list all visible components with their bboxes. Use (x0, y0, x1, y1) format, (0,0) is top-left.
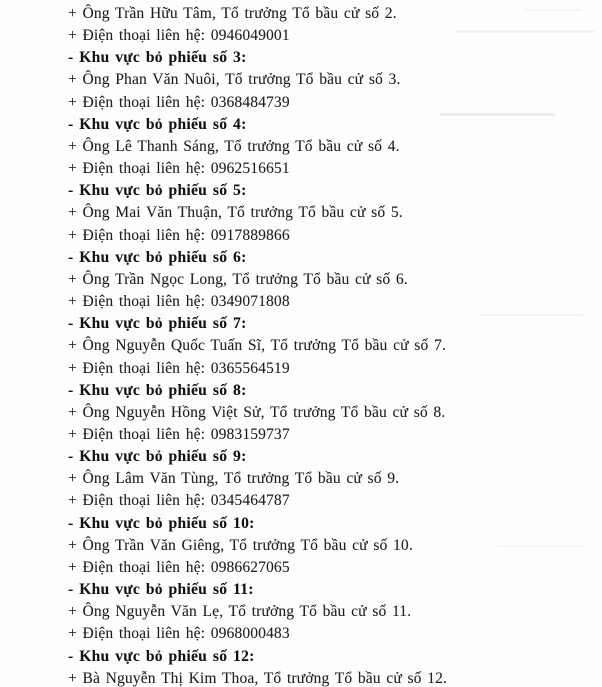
team-leader-line: + Ông Lê Thanh Sáng, Tổ trưởng Tổ bầu cử số 4. (68, 137, 400, 155)
polling-area-header: - Khu vực bỏ phiếu số 12: (68, 647, 255, 665)
polling-area-header: - Khu vực bỏ phiếu số 10: (68, 514, 255, 532)
phone-contact-line: + Điện thoại liên hệ: 0946049001 (68, 27, 290, 45)
polling-area-header: - Khu vực bỏ phiếu số 3: (68, 49, 247, 67)
team-leader-line: + Ông Trần Hữu Tâm, Tổ trưởng Tổ bầu cử số 2. (68, 5, 397, 22)
polling-area-header: - Khu vực bỏ phiếu số 11: (68, 581, 254, 599)
team-leader-line: + Ông Nguyễn Văn Lẹ, Tổ trưởng Tổ bầu cử số 11. (68, 603, 412, 621)
phone-contact-line: + Điện thoại liên hệ: 0345464787 (68, 492, 290, 510)
team-leader-line: + Ông Mai Văn Thuận, Tổ trưởng Tổ bầu cử số 5. (68, 204, 403, 222)
polling-area-header: - Khu vực bỏ phiếu số 9: (68, 448, 247, 466)
phone-contact-line: + Điện thoại liên hệ: 0917889866 (68, 226, 290, 244)
phone-contact-line: + Điện thoại liên hệ: 0349071808 (68, 293, 290, 311)
team-leader-line: + Ông Nguyễn Quốc Tuấn Sĩ, Tổ trưởng Tổ bầu cử số 7. (68, 337, 446, 355)
polling-area-header: - Khu vực bỏ phiếu số 6: (68, 248, 247, 266)
phone-contact-line: + Điện thoại liên hệ: 0962516651 (68, 160, 290, 178)
phone-contact-line: + Điện thoại liên hệ: 0365564519 (68, 359, 290, 377)
polling-area-header: - Khu vực bỏ phiếu số 5: (68, 182, 247, 200)
team-leader-line: + Ông Trần Ngọc Long, Tổ trưởng Tổ bầu cử số 6. (68, 270, 408, 288)
phone-contact-line: + Điện thoại liên hệ: 0968000483 (68, 625, 290, 643)
phone-contact-line: + Điện thoại liên hệ: 0368484739 (68, 93, 290, 111)
phone-contact-line: + Điện thoại liên hệ: 0986627065 (68, 558, 290, 576)
polling-area-header: - Khu vực bỏ phiếu số 4: (68, 115, 247, 133)
team-leader-line: + Ông Phan Văn Nuôi, Tổ trưởng Tổ bầu cử số 3. (68, 71, 401, 89)
phone-contact-line: + Điện thoại liên hệ: 0983159737 (68, 425, 290, 443)
team-leader-line: + Ông Nguyễn Hồng Việt Sử, Tổ trưởng Tổ bầu cử số 8. (68, 403, 446, 421)
team-leader-line: + Bà Nguyễn Thị Kim Thoa, Tổ trưởng Tổ bầu cử số 12. (68, 669, 448, 687)
polling-area-header: - Khu vực bỏ phiếu số 7: (68, 315, 247, 333)
team-leader-line: + Ông Trần Văn Giêng, Tổ trưởng Tổ bầu cử số 10. (68, 536, 413, 554)
document-text-block (68, 3, 594, 687)
team-leader-line: + Ông Lâm Văn Tùng, Tổ trưởng Tổ bầu cử số 9. (68, 470, 400, 488)
polling-area-header: - Khu vực bỏ phiếu số 8: (68, 381, 247, 399)
